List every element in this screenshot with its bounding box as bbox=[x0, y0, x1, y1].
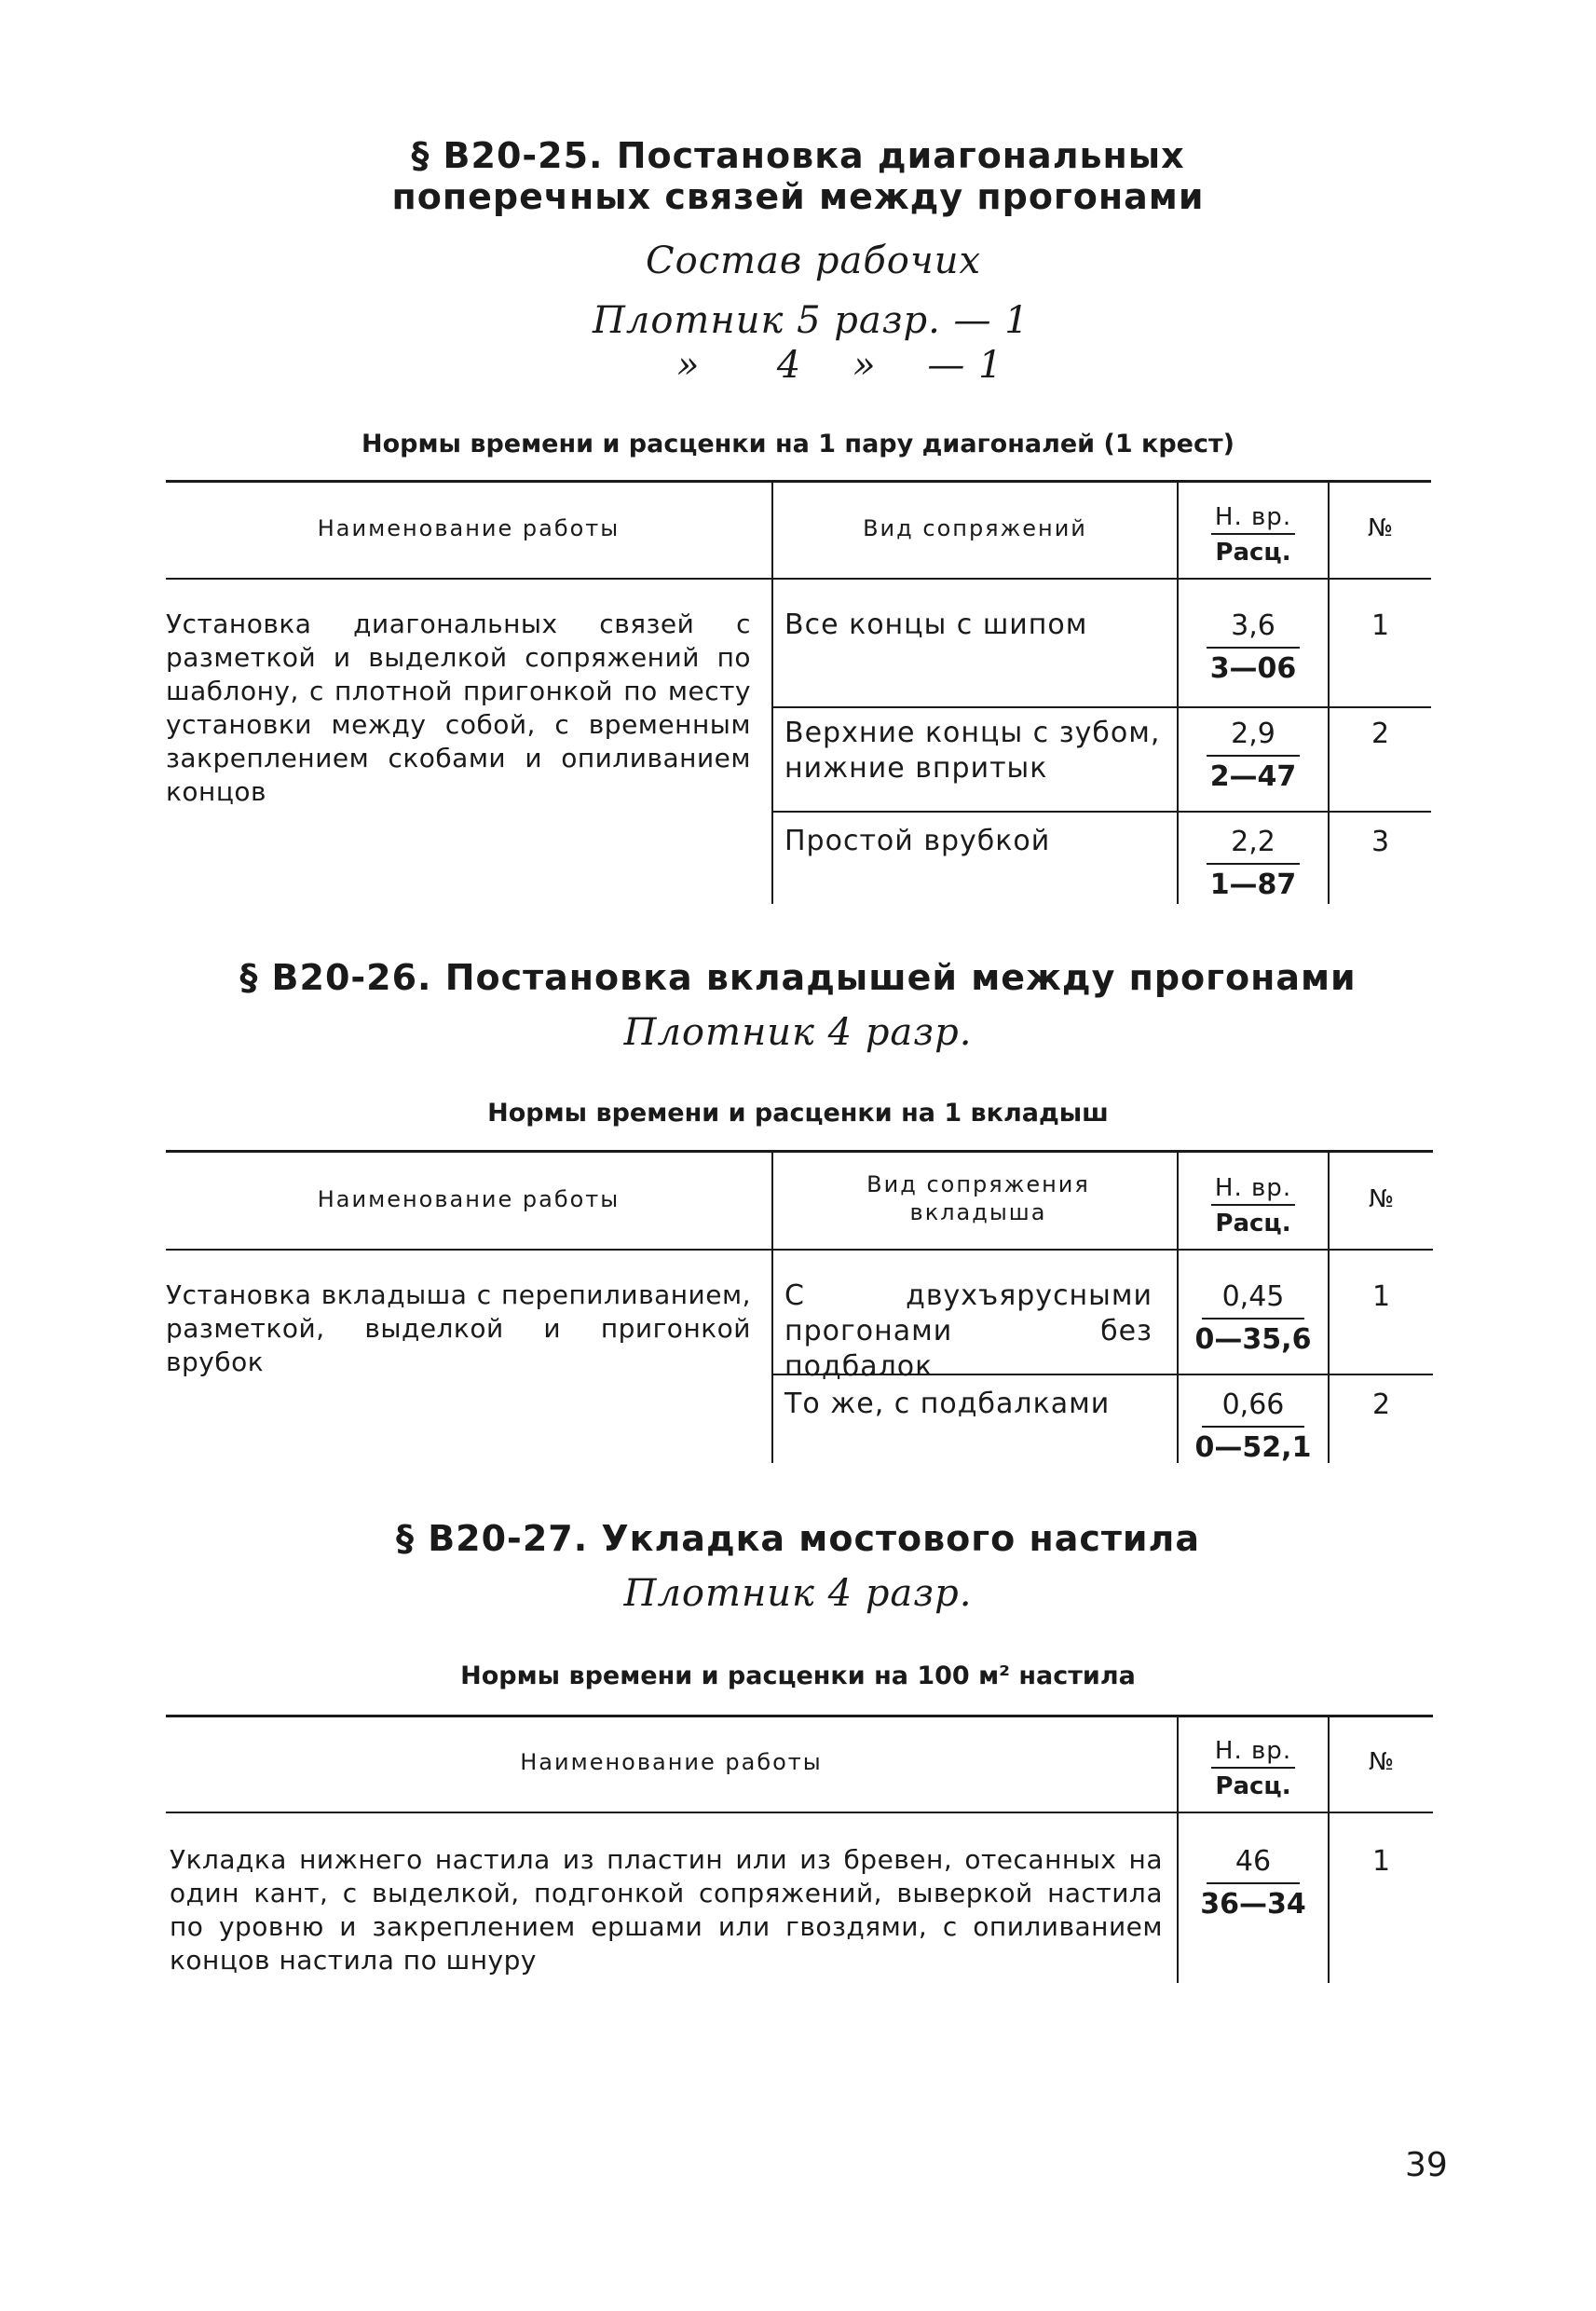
joint-type-cell: Верхние концы с зубом, нижние впритык bbox=[784, 717, 1161, 785]
header-rate: Расц. bbox=[1215, 539, 1291, 567]
joint-type-cell: Простой врубкой bbox=[784, 825, 1051, 857]
crew-line-carpenter-5: Плотник 5 разр. — 1 bbox=[593, 299, 1030, 342]
header-work-name: Наименование работы bbox=[520, 1749, 823, 1775]
fraction-bar bbox=[1207, 647, 1300, 649]
fraction-bar bbox=[1202, 1426, 1304, 1428]
section-title-b20-25-line2: поперечных связей между прогонами bbox=[391, 176, 1205, 217]
fraction-bar bbox=[1211, 1204, 1295, 1206]
joint-type-cell: То же, с подбалками bbox=[784, 1388, 1111, 1420]
section-title-b20-25-line1: § В20-25. Постановка диагональных bbox=[411, 135, 1185, 176]
row-number: 2 bbox=[1371, 1388, 1391, 1421]
header-rate: Расц. bbox=[1215, 1210, 1291, 1238]
fraction-bar bbox=[1207, 1882, 1300, 1884]
table-header-rule bbox=[166, 1812, 1433, 1813]
page-number: 39 bbox=[1405, 2146, 1448, 2184]
table-caption-b20-25: Нормы времени и расценки на 1 пару диагоналей (1 крест) bbox=[361, 430, 1235, 458]
rate-value: 36—34 bbox=[1200, 1888, 1306, 1921]
fraction-bar bbox=[1202, 1318, 1304, 1320]
table-header-rule bbox=[166, 1249, 1433, 1251]
work-description: Установка вкладыша с перепиливанием, разметкой, выделкой и пригонкой врубок bbox=[166, 1279, 751, 1377]
table-caption-b20-27: Нормы времени и расценки на 100 м² настила bbox=[460, 1661, 1136, 1690]
header-time-norm: Н. вр. bbox=[1214, 1174, 1292, 1202]
work-description: Укладка нижнего настила из пластин или из бревен, отесанных на один кант, с выделкой, подгонкой сопряжений, выверкой настила по уровню и закреплением ершами или гвоздями, с опиливанием концов настила по шнуру bbox=[170, 1844, 1163, 1976]
time-norm-value: 0,66 bbox=[1221, 1388, 1285, 1421]
fraction-bar bbox=[1207, 755, 1300, 757]
row-number: 2 bbox=[1371, 718, 1390, 750]
fraction-bar bbox=[1207, 863, 1300, 865]
crew-line: Плотник 4 разр. bbox=[623, 1011, 973, 1054]
table-caption-b20-26: Нормы времени и расценки на 1 вкладыш bbox=[487, 1099, 1109, 1128]
table-top-rule bbox=[166, 480, 1431, 483]
crew-heading: Состав рабочих bbox=[646, 239, 982, 282]
header-number: № bbox=[1367, 514, 1394, 542]
table-header-rule bbox=[166, 578, 1431, 580]
section-title-b20-26: § В20-26. Постановка вкладышей между прогонами bbox=[239, 957, 1357, 998]
time-norm-value: 46 bbox=[1235, 1845, 1272, 1878]
row-number: 1 bbox=[1371, 1845, 1391, 1878]
rate-value: 0—35,6 bbox=[1194, 1323, 1312, 1356]
header-time-norm: Н. вр. bbox=[1214, 503, 1292, 531]
section-title-b20-27: § В20-27. Укладка мостового настила bbox=[395, 1518, 1201, 1559]
fraction-bar bbox=[1211, 533, 1295, 535]
header-number: № bbox=[1368, 1185, 1395, 1213]
header-rate: Расц. bbox=[1215, 1772, 1291, 1800]
header-work-name: Наименование работы bbox=[317, 1186, 621, 1212]
work-description: Установка диагональных связей с разметкой и выделкой сопряжений по шаблону, с плотной пригонкой по месту установки между собой, с временным закреплением скобами и опиливанием концов bbox=[166, 609, 751, 807]
time-norm-value: 2,2 bbox=[1231, 826, 1275, 858]
rate-value: 3—06 bbox=[1209, 652, 1297, 685]
header-time-norm: Н. вр. bbox=[1214, 1737, 1292, 1765]
header-joint-type: Вид сопряжений bbox=[863, 515, 1087, 541]
column-divider bbox=[771, 480, 773, 904]
crew-line-carpenter-4: » 4 » — 1 bbox=[676, 344, 1003, 387]
joint-type-cell: С двухъярусными прогонами без подбалок bbox=[784, 1279, 1153, 1383]
header-joint-type: Вид сопряжения вкладыша bbox=[866, 1171, 1090, 1225]
row-divider bbox=[772, 811, 1431, 813]
time-norm-value: 2,9 bbox=[1231, 718, 1275, 750]
header-work-name: Наименование работы bbox=[317, 515, 621, 541]
time-norm-value: 3,6 bbox=[1231, 609, 1275, 642]
table-top-rule bbox=[166, 1715, 1433, 1717]
crew-line: Плотник 4 разр. bbox=[623, 1572, 973, 1615]
joint-type-cell: Все концы с шипом bbox=[784, 609, 1088, 641]
table-top-rule bbox=[166, 1150, 1433, 1153]
column-divider bbox=[771, 1150, 773, 1463]
row-divider bbox=[772, 706, 1431, 708]
row-number: 1 bbox=[1371, 1280, 1391, 1313]
rate-value: 2—47 bbox=[1209, 760, 1297, 793]
time-norm-value: 0,45 bbox=[1221, 1280, 1285, 1313]
rate-value: 1—87 bbox=[1209, 868, 1297, 901]
rate-value: 0—52,1 bbox=[1194, 1431, 1312, 1464]
fraction-bar bbox=[1211, 1767, 1295, 1769]
row-number: 3 bbox=[1371, 826, 1390, 858]
header-number: № bbox=[1368, 1748, 1395, 1776]
row-number: 1 bbox=[1371, 609, 1390, 642]
